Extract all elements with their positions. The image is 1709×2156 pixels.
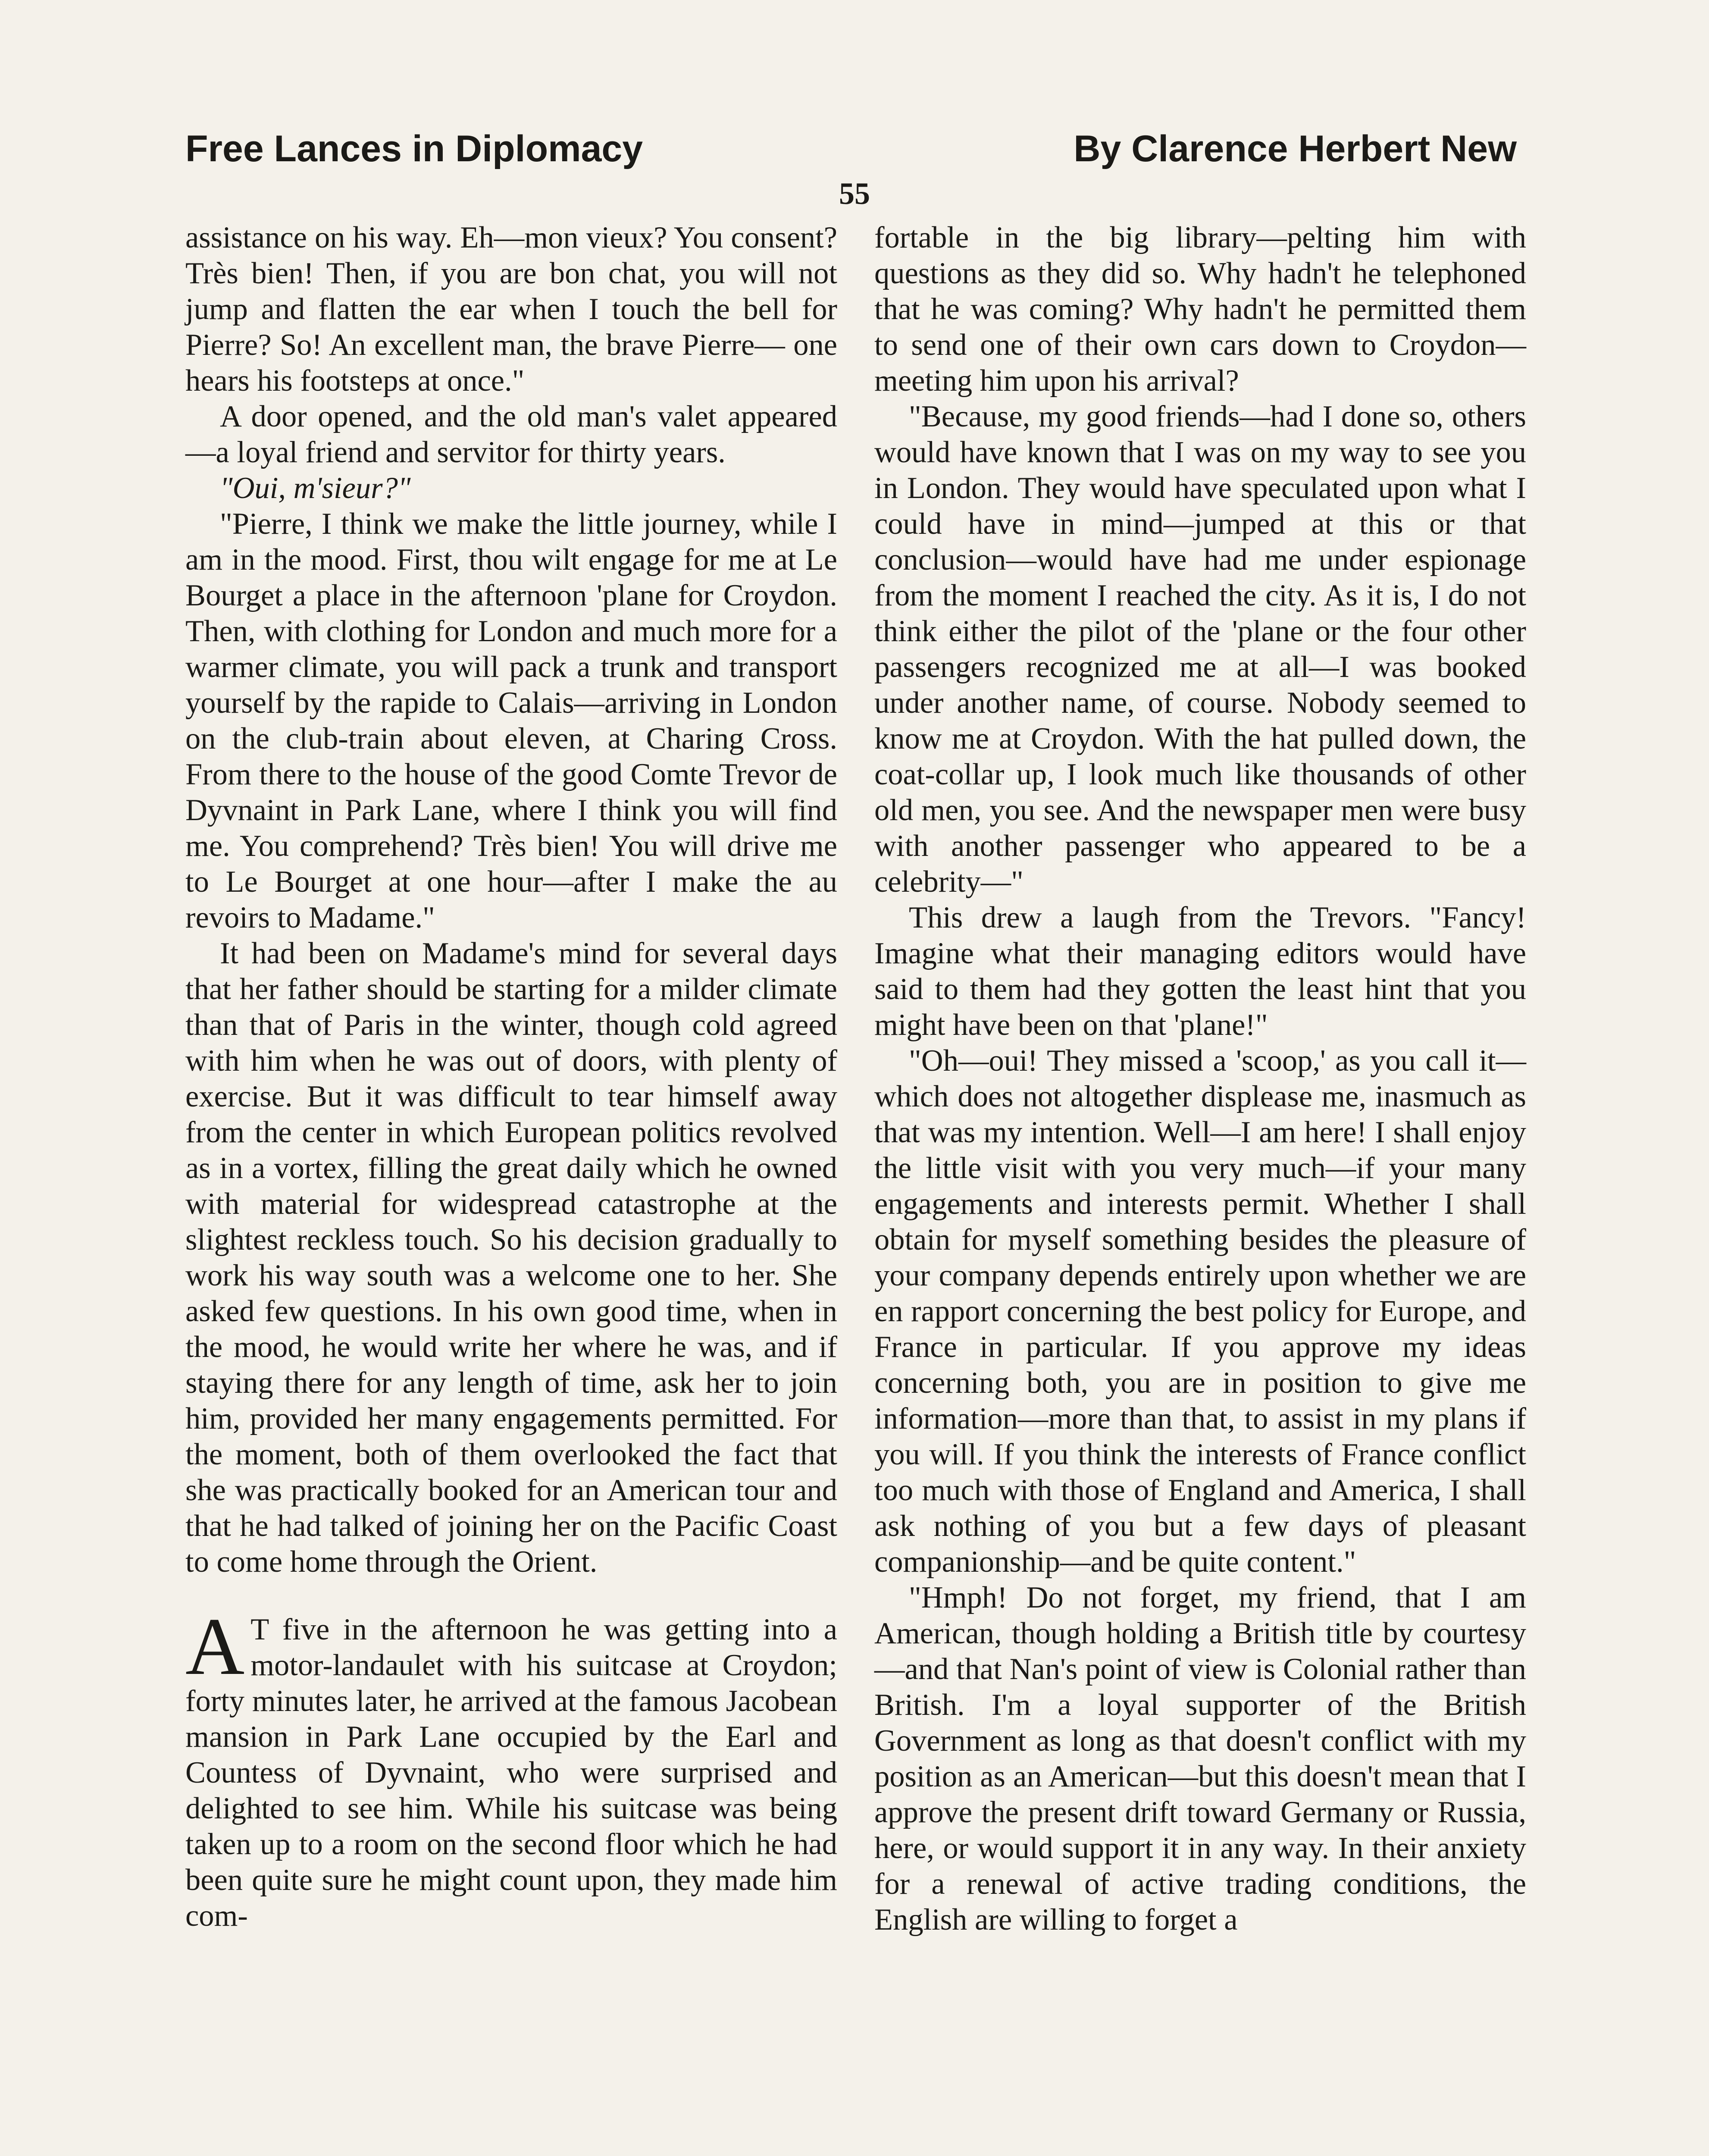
right-column (874, 220, 1526, 1938)
paragraph: "Oui, m'sieur?" (220, 471, 411, 505)
author-byline: By Clarence Herbert New (1074, 128, 1517, 169)
paragraph: assistance on his way. Eh—mon vieux? You consent? Très bien! Then, if you are bon chat, you will not jump and flatten the ear when I touch the bell for Pierre? So! An excellent man, the brave Pierre— one hears his footsteps at once." (185, 221, 837, 398)
paragraph: "Oh—oui! They missed a 'scoop,' as you call it—which does not altogether displease me, inasmuch as that was my intention. Well—I am here! I shall enjoy the little visit with you very much—if your many engagements and interests permit. Whether I shall obtain for myself something besides the pleasure of your company depends entirely upon whether we are en rapport concerning the best policy for Europe, and France in particular. If you approve my ideas concerning both, you are in position to give me information—more than that, to assist in my plans if you will. If you think the interests of France conflict too much with those of England and America, I shall ask nothing of you but a few days of pleasant companionship—and be quite content." (874, 1044, 1526, 1579)
paragraph: "Because, my good friends—had I done so, others would have known that I was on my way to see you in London. They would have speculated upon what I could have in mind—jumped at this or that conclusion—would have had me under espionage from the moment I reached the city. As it is, I do not think either the pilot of the 'plane or the four other passengers recognized me at all—I was booked under another name, of course. Nobody seemed to know me at Croydon. With the hat pulled down, the coat-collar up, I look much like thousands of other old men, you see. And the newspaper men were busy with another passenger who appeared to be a celebrity—" (874, 400, 1526, 899)
section-paragraph (185, 1601, 837, 1934)
paragraph: "Pierre, I think we make the little journey, while I am in the mood. First, thou wilt engage for me at Le Bourget a place in the afternoon 'plane for Croydon. Then, with clothing for London and much more for a warmer climate, you will pack a trunk and transport yourself by the rapide to Calais—arriving in London on the club-train about eleven, at Charing Cross. From there to the house of the good Comte Trevor de Dyvnaint in Park Lane, where I think you will find me. You comprehend? Très bien! You will drive me to Le Bourget at one hour—after I make the au revoirs to Madame." (185, 507, 837, 934)
paragraph-text: T five in the afternoon he was getting into a motor-landaulet with his suitcase at Croydon; forty minutes later, he arrived at the famous Jacobean mansion in Park Lane occupied by the Earl and Countess of Dyvnaint, who were surprised and delighted to see him. While his suitcase was being taken up to a room on the second floor which he had been quite sure he might count upon, they made him com- (185, 1613, 837, 1933)
paragraph: A door opened, and the old man's valet appeared—a loyal friend and servitor for thirty years. (185, 400, 837, 469)
paragraph: It had been on Madame's mind for several days that her father should be starting for a milder climate than that of Paris in the winter, though cold agreed with him when he was out of doors, with plenty of exercise. But it was difficult to tear himself away from the center in which European politics revolved as in a vortex, filling the great daily which he owned with material for widespread catastrophe at the slightest reckless touch. So his decision gradually to work his way south was a welcome one to her. She asked few questions. In his own good time, when in the mood, he would write her where he was, and if staying there for any length of time, ask her to join him, provided her many engagements permitted. For the moment, both of them overlooked the fact that she was practically booked for an American tour and that he had talked of joining her on the Pacific Coast to come home through the Orient. (185, 937, 837, 1579)
story-title: Free Lances in Diplomacy (185, 128, 643, 169)
drop-cap: A (185, 1601, 245, 1692)
paragraph: This drew a laugh from the Trevors. "Fancy! Imagine what their managing editors would have said to them had they gotten the least hint that you might have been on that 'plane!" (874, 901, 1526, 1042)
paragraph: "Hmph! Do not forget, my friend, that I am American, though holding a British title by courtesy—and that Nan's point of view is Colonial rather than British. I'm a loyal supporter of the British Government as long as that doesn't conflict with my position as an American—but this doesn't mean that I approve the present drift toward Germany or Russia, here, or would support it in any way. In their anxiety for a renewal of active trading conditions, the English are willing to forget a (874, 1581, 1526, 1937)
paragraph: fortable in the big library—pelting him with questions as they did so. Why hadn't he telephoned that he was coming? Why hadn't he permitted them to send one of their own cars down to Croydon—meeting him upon his arrival? (874, 221, 1526, 398)
page-number: 55 (839, 176, 870, 211)
left-column (185, 220, 837, 1934)
